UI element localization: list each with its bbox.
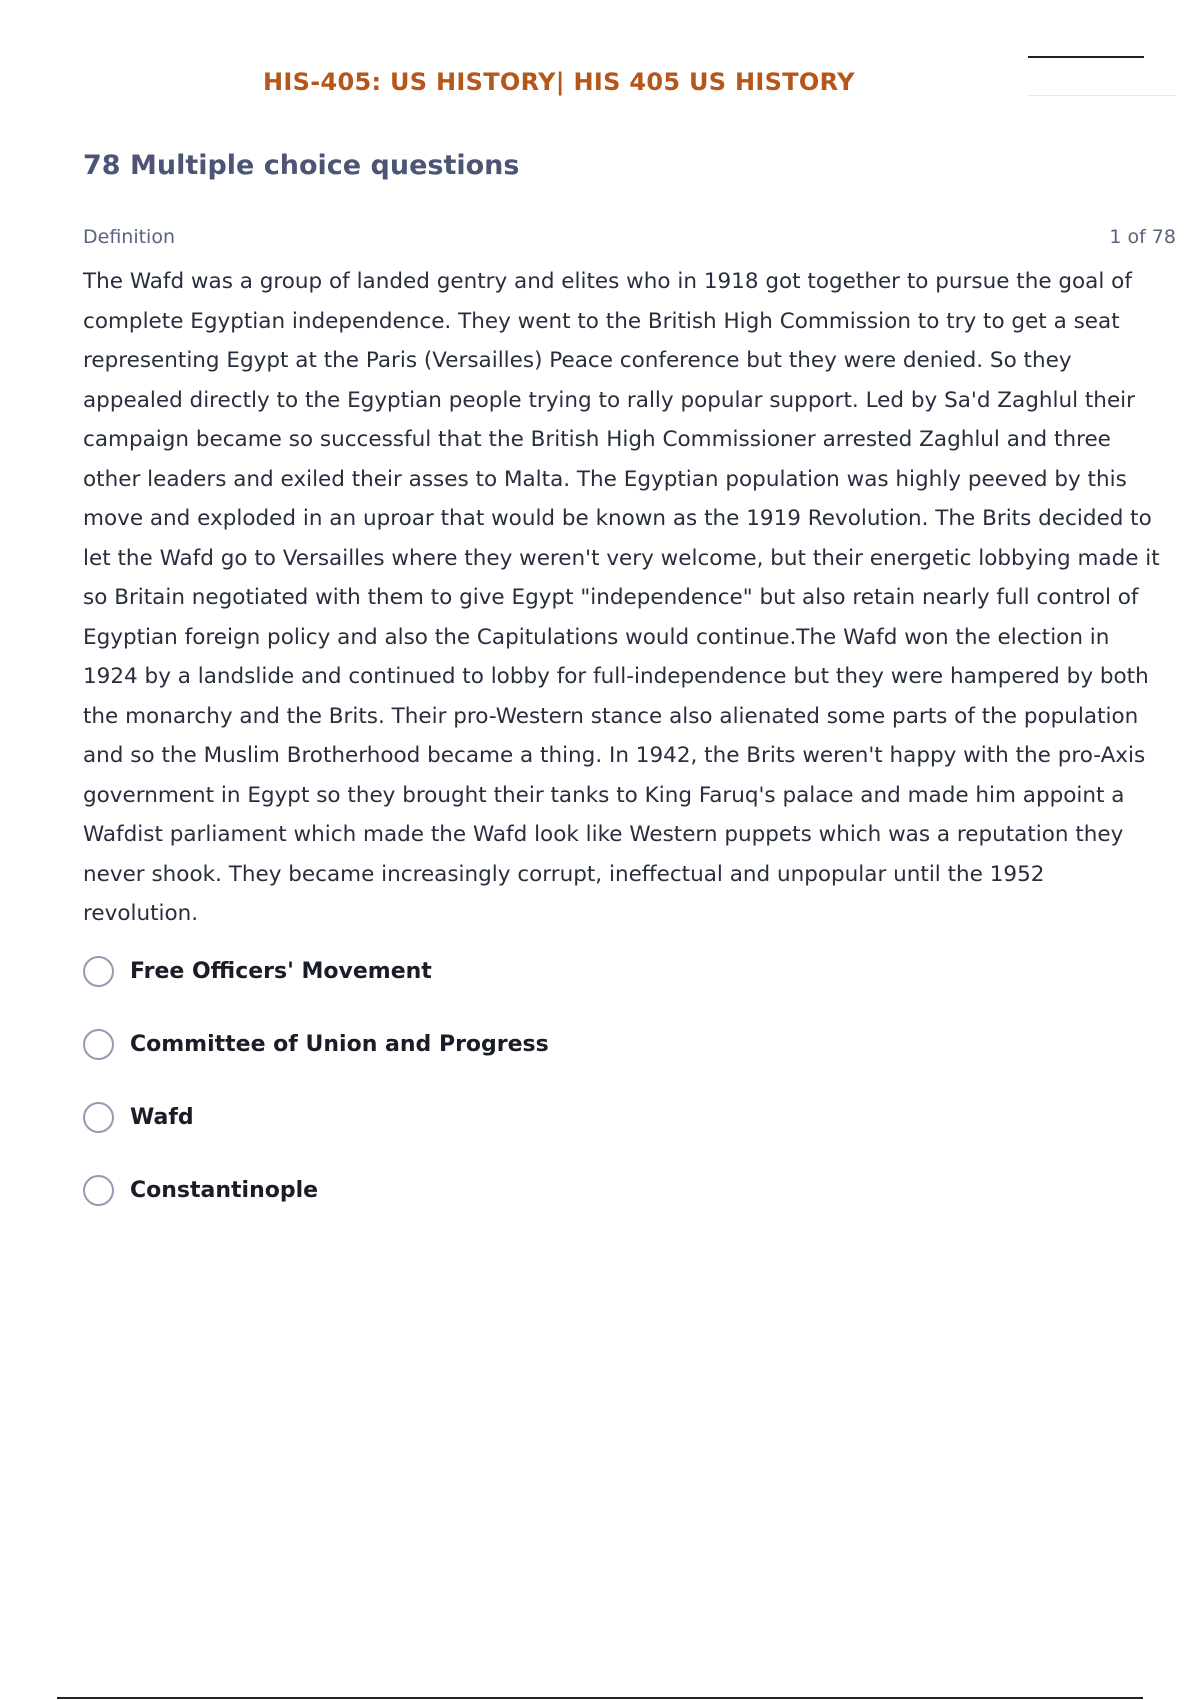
answer-choice-free-officers-movement[interactable]: [83, 954, 1176, 990]
radio-button-icon[interactable]: [83, 1029, 114, 1060]
document-title: HIS-405: US HISTORY| HIS 405 US HISTORY: [263, 68, 855, 96]
radio-button-icon[interactable]: [83, 956, 114, 987]
header-rule: [1028, 56, 1144, 58]
answer-choice-label: Free Officers' Movement: [130, 959, 432, 984]
radio-button-icon[interactable]: [83, 1102, 114, 1133]
answer-choice-constantinople[interactable]: [83, 1173, 1176, 1209]
footer-rule: [57, 1697, 1143, 1699]
answer-choice-label: Wafd: [130, 1105, 194, 1130]
header-divider: [1028, 95, 1176, 96]
definition-text: The Wafd was a group of landed gentry and elites who in 1918 got together to pursue the goal of complete Egyptian independence. They went to the British High Commission to try to get a seat representing Egypt at the Paris (Versailles) Peace conference but they were denied. So they appealed directly to the Egyptian people trying to rally popular support. Led by Sa'd Zaghlul their campaign became so successful that the British High Commissioner arrested Zaghlul and three other leaders and exiled their asses to Malta. The Egyptian population was highly peeved by this move and exploded in an uproar that would be known as the 1919 Revolution. The Brits decided to let the Wafd go to Versailles where they weren't very welcome, but their energetic lobbying made it so Britain negotiated with them to give Egypt "independence" but also retain nearly full control of Egyptian foreign policy and also the Capitulations would continue.The Wafd won the election in 1924 by a landslide and continued to lobby for full-independence but they were hampered by both the monarchy and the Brits. Their pro-Western stance also alienated some parts of the population and so the Muslim Brotherhood became a thing. In 1942, the Brits weren't happy with the pro-Axis government in Egypt so they brought their tanks to King Faruq's palace and made him appoint a Wafdist parliament which made the Wafd look like Western puppets which was a reputation they never shook. They became increasingly corrupt, ineffectual and unpopular until the 1952 revolution.: [83, 269, 1160, 926]
question-card: [83, 226, 1176, 1246]
question-counter: 1 of 78: [1109, 226, 1176, 248]
radio-button-icon[interactable]: [83, 1175, 114, 1206]
answer-choice-label: Committee of Union and Progress: [130, 1032, 549, 1057]
card-header: [83, 226, 1176, 256]
card-term-label: Definition: [83, 226, 176, 248]
question-set-heading: 78 Multiple choice questions: [83, 150, 520, 181]
answer-choice-committee-of-union-and-progress[interactable]: [83, 1027, 1176, 1063]
answer-choice-label: Constantinople: [130, 1178, 319, 1203]
answer-choices: [83, 954, 1176, 1209]
answer-choice-wafd[interactable]: [83, 1100, 1176, 1136]
